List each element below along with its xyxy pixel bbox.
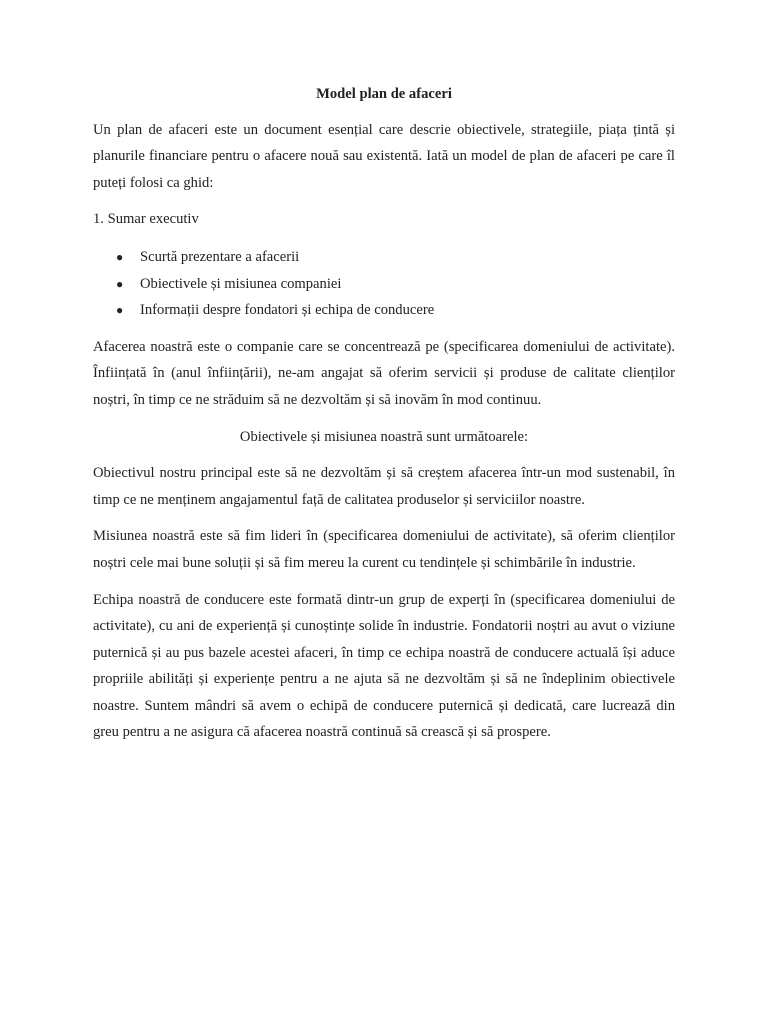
list-item-text: Scurtă prezentare a afacerii xyxy=(140,248,300,265)
objective-paragraph: Obiectivul nostru principal este să ne dezvoltăm și să creștem afacerea într-un mod sustenabil, în timp ce ne menținem angajamentul față de calitatea produselor și serviciilor noastre. xyxy=(93,465,675,508)
mission-paragraph: Misiunea noastră este să fim lideri în (specificarea domeniului de activitate), să oferim clienților noștri cele mai bune soluții și să fim mereu la curent cu tendințele și schimbările în industrie. xyxy=(93,528,675,571)
bullet-icon: ● xyxy=(116,276,124,291)
list-item-text: Obiectivele și misiunea companiei xyxy=(140,275,342,292)
company-paragraph: Afacerea noastră este o companie care se concentrează pe (specificarea domeniului de activitate). Înființată în (anul înființării), ne-am angajat să oferim servicii și produse de calitate clienților noștri, în timp ce ne străduim să ne dezvoltăm și să inovăm în mod continuu. xyxy=(93,338,675,408)
list-item xyxy=(93,297,675,324)
list-item xyxy=(93,244,675,271)
document-page xyxy=(93,81,675,756)
list-item xyxy=(93,271,675,298)
section-heading-executive-summary: 1. Sumar executiv xyxy=(93,211,199,228)
document-title: Model plan de afaceri xyxy=(316,86,452,102)
team-paragraph: Echipa noastră de conducere este formată dintr-un grup de experți în (specificarea domeniului de activitate), cu ani de experiență și cunoștințe solide în industrie. Fondatorii noștri au avut o viziune puternică și au pus bazele acestei afaceri, în timp ce echipa noastră de conducere actuală își aduce propriile abilități și experiențe pentru a ne ajuta să ne dezvoltăm și să ne îndeplinim obiectivele noastre. Suntem mândri să avem o echipă de conducere puternică și dedicată, care lucrează din greu pentru a ne asigura că afacerea noastră continuă să crească și să prospere. xyxy=(93,591,675,741)
bullet-icon: ● xyxy=(116,249,124,264)
executive-summary-list xyxy=(93,244,675,324)
list-item-text: Informații despre fondatori și echipa de conducere xyxy=(140,302,435,319)
bullet-icon: ● xyxy=(116,303,124,318)
intro-paragraph: Un plan de afaceri este un document esențial care descrie obiectivele, strategiile, piața țintă și planurile financiare pentru o afacere nouă sau existentă. Iată un model de plan de afaceri pe care îl puteți folosi ca ghid: xyxy=(93,121,675,191)
objectives-heading: Obiectivele și misiunea noastră sunt următoarele: xyxy=(239,428,529,445)
